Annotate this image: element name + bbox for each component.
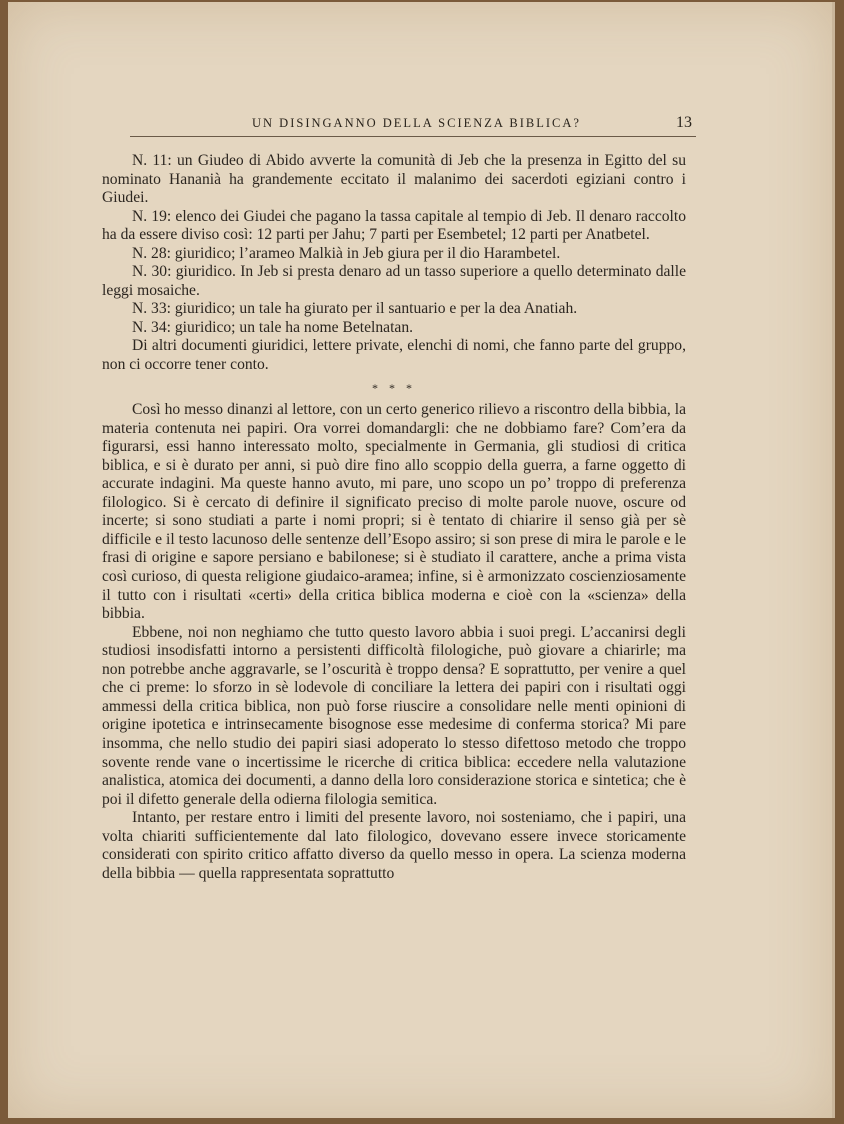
papyrus-entry-11: N. 11: un Giudeo di Abido avverte la comunità di Jeb che la presenza in Egitto del su nominato Hananià ha grandemente eccitato il malanimo dei sacerdoti egiziani contro i Giudei.: [102, 152, 686, 207]
papyrus-entry-34: N. 34: giuridico; un tale ha nome Betelnatan.: [132, 318, 414, 336]
paragraph: Intanto, per restare entro i limiti del presente lavoro, noi sosteniamo, che i papiri, una volta chiariti sufficientemente dal lato filologico, dovevano essere invece storicamente considerati con spirito critico affatto diverso da quello messo in opera. La scienza moderna della bibbia — quella rappresentata soprattutto: [102, 809, 686, 882]
paragraph: Così ho messo dinanzi al lettore, con un certo generico rilievo a riscontro della bibbia, la materia contenuta nei papiri. Ora vorrei domandargli: che ne dobbiamo fare? Com’era da figurarsi, essi hanno interessato molto, specialmente in Germania, gli studiosi di critica biblica, e si è durato per anni, si può dire fino allo scoppio della guerra, a farne oggetto di accurate indagini. Ma queste hanno avuto, mi pare, uno scopo un po’ troppo di preferenza filologico. Si è cercato di definire il significato preciso di molte parole nuove, oscure od incerte; si sono studiati a parte i nomi propri; si è tentato di chiarire il senso già per sè difficile e il testo lacunoso delle sentenze dell’Esopo assiro; si son prese di mira le parole e le frasi di origine e sapore persiano e babilonese; si è studiato il carattere, anche a prima vista così curioso, di questa religione giudaico-aramea; infine, si è armonizzato coscienziosamente il tutto con i risultati «certi» della critica biblica moderna e cioè con la «scienza» della bibbia.: [102, 401, 686, 623]
running-title: UN DISINGANNO DELLA SCIENZA BIBLICA?: [252, 116, 581, 130]
page-body: [102, 152, 686, 883]
papyrus-entry-28: N. 28: giuridico; l’arameo Malkià in Jeb giura per il dio Harambetel.: [132, 244, 561, 262]
papyrus-entry-19: N. 19: elenco dei Giudei che pagano la tassa capitale al tempio di Jeb. Il denaro raccolto ha da essere diviso così: 12 parti per Jahu; 7 parti per Esembetel; 12 parti per Anatbetel.: [102, 207, 686, 244]
running-header: [130, 114, 696, 137]
section-separator: * * *: [372, 380, 416, 395]
page-number: 13: [676, 114, 692, 131]
papyrus-entry-33: N. 33: giuridico; un tale ha giurato per il santuario e per la dea Anatiah.: [132, 300, 578, 318]
other-documents-note: Di altri documenti giuridici, lettere private, elenchi di nomi, che fanno parte del gruppo, non ci occorre tener conto.: [102, 337, 686, 374]
paragraph: Ebbene, noi non neghiamo che tutto questo lavoro abbia i suoi pregi. L’accanirsi degli studiosi insodisfatti intorno a persistenti difficoltà filologiche, può giovare a chiarirle; ma non potrebbe anche aggravarle, se l’oscurità è troppo densa? E soprattutto, per venire a quel che ci preme: lo sforzo in sè lodevole di conciliare la lettera dei papiri con i risultati oggi ammessi della critica biblica, non può forse riuscire a consolidare nelle menti opinioni di origine ipotetica e intrinsecamente bisognose esse medesime di conferma storica? Mi pare insomma, che nello studio dei papiri siasi adoperato lo stesso difettoso metodo che troppo sovente rende vane o incertissime le ricerche di critica biblica: eccedere nella valutazione analistica, atomica dei documenti, a danno della loro considerazione storica e sintetica; che è poi il difetto generale della odierna filologia semitica.: [102, 623, 686, 808]
papyrus-entry-30: N. 30: giuridico. In Jeb si presta denaro ad un tasso superiore a quello determinato dalle leggi mosaiche.: [102, 263, 686, 299]
